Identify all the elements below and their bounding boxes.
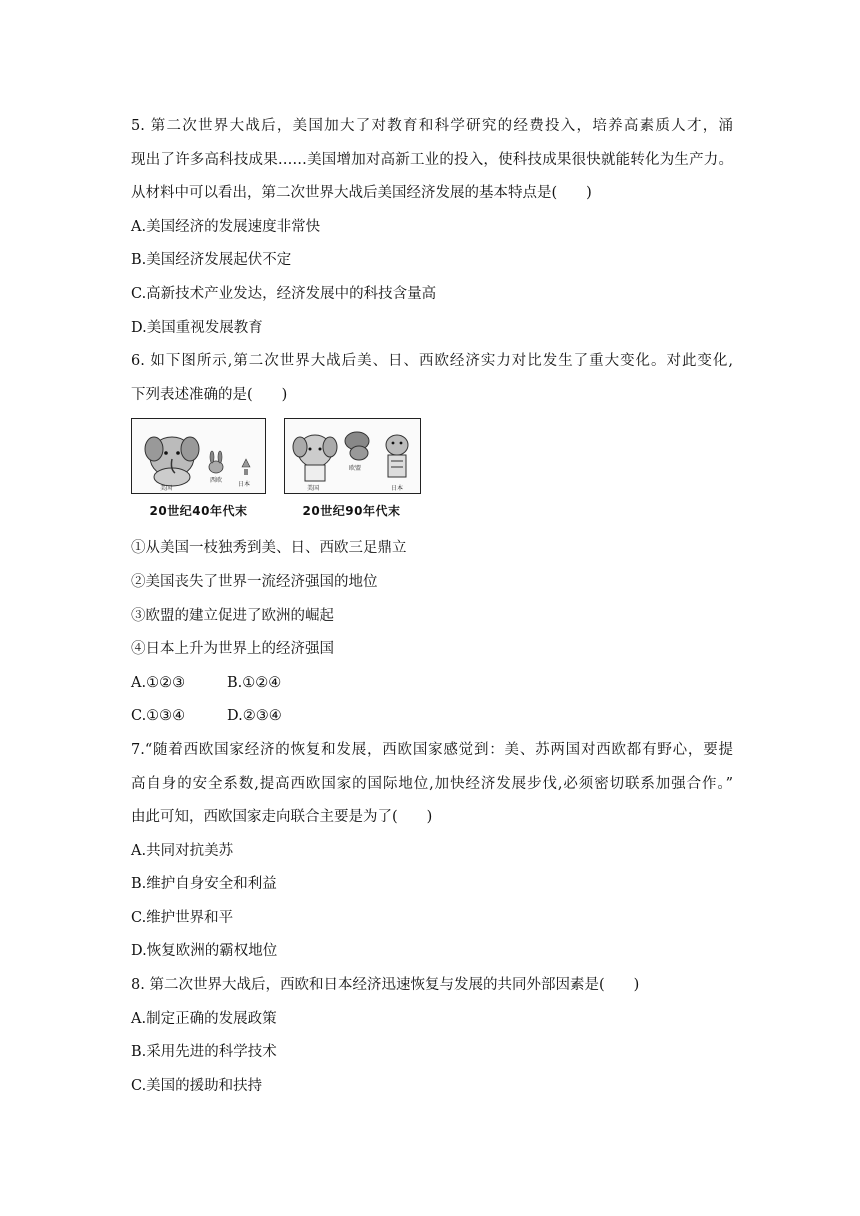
question-content [131, 110, 733, 1103]
question-8-option-c: C.美国的援助和扶持 [131, 1077, 263, 1094]
question-6-option-c: C.①③④ [131, 708, 186, 725]
question-5-option-c: C.高新技术产业发达，经济发展中的科技含量高 [131, 285, 437, 302]
question-6-figures [131, 418, 733, 530]
question-7-option-a: A.共同对抗美苏 [131, 842, 234, 859]
question-8-option-b: B.采用先进的科学技术 [131, 1044, 277, 1061]
figure-1990s [284, 418, 419, 530]
question-8-option-a: A.制定正确的发展政策 [131, 1010, 277, 1027]
question-7-stem-line-1: 7.“随着西欧国家经济的恢复和发展，西欧国家感觉到：美、苏两国对西欧都有野心，要提 [131, 741, 733, 758]
question-5-option-d: D.美国重视发展教育 [131, 319, 263, 336]
cartoon-1990s-drawing [285, 419, 420, 493]
question-6-option-d: D.②③④ [227, 708, 282, 725]
question-7 [131, 734, 733, 969]
question-6-stem-line-1: 6. 如下图所示,第二次世界大战后美、日、西欧经济实力对比发生了重大变化。对此变化, [131, 353, 733, 370]
question-6-option-a: A.①②③ [131, 674, 186, 691]
label-japan: 日本 [391, 485, 404, 493]
question-8-stem-line-1: 8. 第二次世界大战后，西欧和日本经济迅速恢复与发展的共同外部因素是( ) [131, 977, 640, 994]
statement-2: ②美国丧失了世界一流经济强国的地位 [131, 573, 378, 590]
question-7-option-b: B.维护自身安全和利益 [131, 876, 277, 893]
question-5-stem-line-1: 5. 第二次世界大战后，美国加大了对教育和科学研究的经费投入，培养高素质人才，涌 [131, 118, 733, 134]
label-usa: 美国 [307, 485, 320, 493]
question-6 [131, 345, 733, 734]
question-7-stem-line-3: 由此可知，西欧国家走向联合主要是为了( ) [131, 809, 433, 826]
question-7-stem-line-2: 高自身的安全系数,提高西欧国家的国际地位,加快经济发展步伐,必须密切联系加强合作。” [131, 775, 733, 792]
question-5-option-a: A.美国经济的发展速度非常快 [131, 218, 321, 235]
figure-1990s-caption: 20世纪90年代末 [302, 504, 401, 519]
figure-1940s-caption: 20世纪40年代末 [149, 504, 248, 519]
label-eu: 欧盟 [349, 465, 362, 473]
cartoon-1990s [284, 418, 421, 494]
label-japan: 日本 [238, 481, 251, 489]
question-6-options-row-2 [131, 700, 733, 734]
question-6-option-b: B.①②④ [227, 674, 282, 691]
statement-3: ③欧盟的建立促进了欧洲的崛起 [131, 607, 334, 624]
question-5 [131, 110, 733, 345]
question-5-stem-line-3: 从材料中可以看出，第二次世界大战后美国经济发展的基本特点是( ) [131, 185, 592, 202]
statement-1: ①从美国一枝独秀到美、日、西欧三足鼎立 [131, 540, 407, 557]
question-5-option-b: B.美国经济发展起伏不定 [131, 252, 292, 269]
cartoon-1940s [131, 418, 266, 494]
label-usa: 美国 [160, 485, 173, 493]
statement-4: ④日本上升为世界上的经济强国 [131, 641, 334, 658]
question-8 [131, 969, 733, 1103]
label-western-europe: 西欧 [210, 477, 223, 485]
question-5-stem-line-2: 现出了许多高科技成果……美国增加对高新工业的投入，使科技成果很快就能转化为生产力。 [131, 151, 733, 168]
question-7-option-d: D.恢复欧洲的霸权地位 [131, 943, 278, 960]
question-7-option-c: C.维护世界和平 [131, 909, 234, 926]
question-6-stem-line-2: 下列表述准确的是( ) [131, 386, 288, 403]
question-6-options-row-1 [131, 667, 733, 701]
figure-1940s [131, 418, 266, 530]
